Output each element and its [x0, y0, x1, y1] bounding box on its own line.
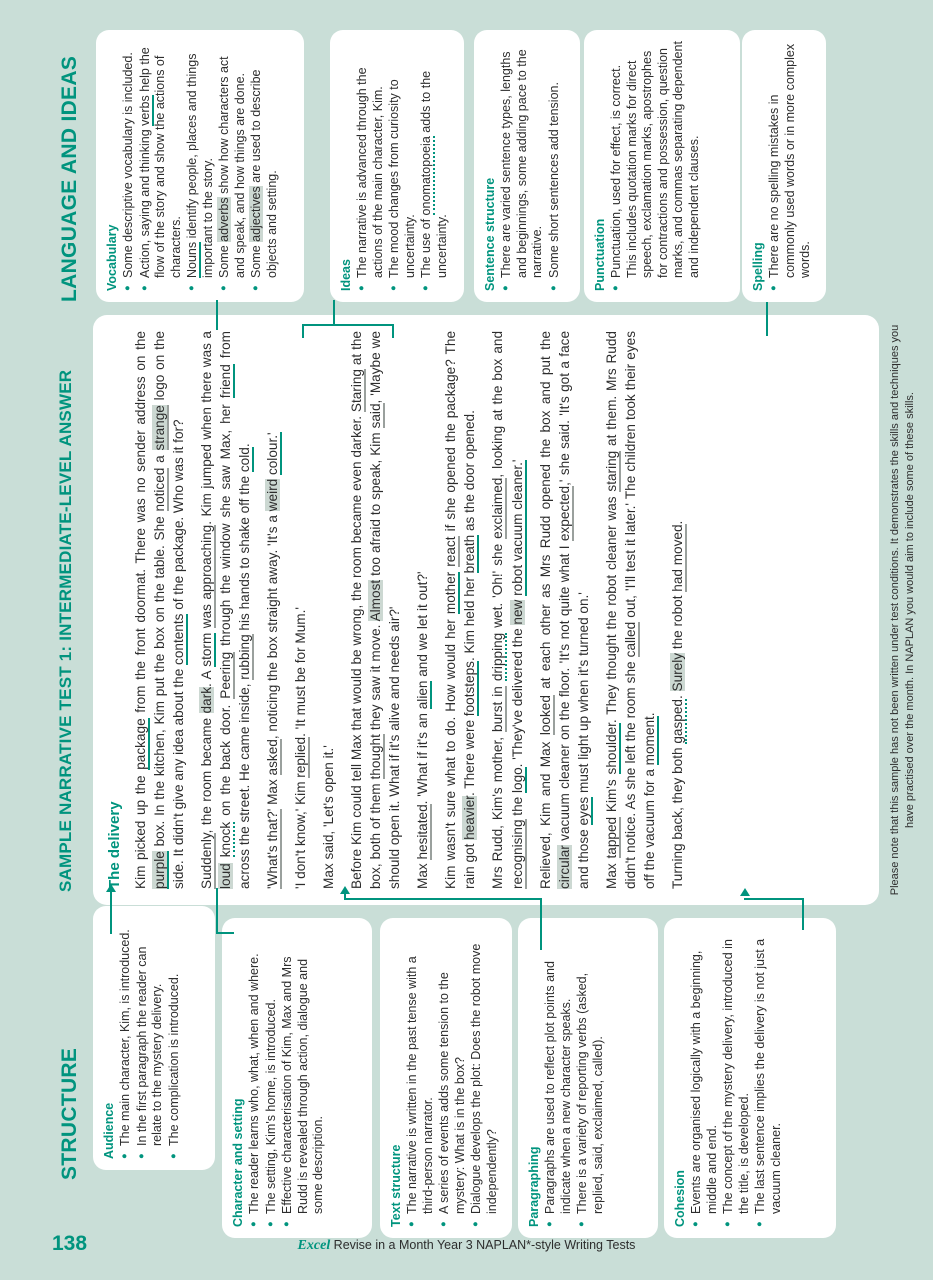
annotation-box-text-structure — [380, 918, 512, 1238]
connector-line — [802, 898, 804, 930]
narrative-paragraph: Relieved, Kim and Max looked at each other as Mrs Rudd opened the box and put the circular vacuum cleaner on the floor. 'It's not quite what I expected,' she said. 'It's got a face and those eyes must light up when it's turned on.' — [537, 330, 591, 889]
structure-header: STRUCTURE — [58, 1047, 81, 1180]
annotation-box-ideas — [330, 30, 464, 302]
box-title: Punctuation — [593, 218, 607, 291]
bullet-item: ● Some adjectives are used to describe objects and setting. — [249, 41, 280, 291]
narrative-paragraph: Max hesitated. 'What if it's an alien and we let it out?' — [415, 571, 431, 889]
connector-line — [344, 898, 542, 900]
box-title: Ideas — [339, 259, 353, 291]
annotation-box-vocabulary — [96, 30, 304, 302]
bullet-list — [121, 41, 280, 291]
connector-arrow-icon — [106, 884, 116, 892]
connector-arrow-icon — [340, 886, 350, 894]
bullet-item: ● The last sentence implies the delivery is not just a vacuum cleaner. — [753, 929, 784, 1227]
bullet-list — [689, 929, 784, 1227]
bullet-item: ● A series of events adds some tension to the mystery: What is in the box? — [437, 929, 468, 1227]
sample-note: Please note that this sample has not been written under test conditions. It demonstrates the skills and techniques you have practised over the month. In NAPLAN you would aim to include some of these skills. — [889, 324, 916, 896]
bullet-item: ● Some descriptive vocabulary is included. — [121, 41, 137, 291]
narrative-paragraph: Max said, 'Let's open it.' — [321, 745, 337, 889]
narrative-paragraph: 'What's that?' Max asked, noticing the box straight away. 'It's a weird colour.' — [265, 432, 281, 889]
connector-line — [744, 898, 804, 900]
box-title: Sentence structure — [483, 177, 497, 291]
bullet-list — [405, 929, 500, 1227]
box-title: Text structure — [389, 1144, 403, 1227]
bullet-item: ● The complication is introduced. — [167, 917, 183, 1159]
narrative-paragraph: Before Kim could tell Max that would be wrong, the room became even darker. Staring at the box, both of them thought they saw it move. Almost too afraid to speak, Kim said, 'Maybe we should open it. What if it's alive and needs air?' — [349, 331, 403, 889]
narrative-paragraph: Kim picked up the package from the front doormat. There was no sender address on the purple box. In the kitchen, Kim put the box on the table. She noticed a strange logo on the side. It didn't give any idea about the contents of the package. Who was it for? — [133, 331, 187, 889]
bullet-list — [355, 41, 450, 291]
page-number: 138 — [52, 1232, 88, 1255]
bullet-item: ● Some short sentences add tension. — [547, 41, 563, 291]
bullet-item: ● Some adverbs show how characters act and speak, and how things are done. — [217, 41, 248, 291]
sample-narrative-header: SAMPLE NARRATIVE TEST 1: INTERMEDIATE-LEVEL ANSWER — [56, 369, 75, 892]
annotation-box-character-and-setting — [222, 918, 372, 1238]
narrative-paragraph: Kim wasn't sure what to do. How would her mother react if she opened the package? The rain got heavier. There were footsteps. Kim held her breath as the door opened. — [443, 330, 478, 889]
story-title: The delivery — [106, 801, 123, 889]
bullet-item: ● Dialogue develops the plot: Does the robot move independently? — [469, 929, 500, 1227]
narrative-paragraph: 'I don't know,' Kim replied. 'It must be for Mum.' — [293, 607, 309, 889]
bullet-list — [247, 929, 327, 1227]
bullet-item: ● The concept of the mystery delivery, introduced in the title, is developed. — [721, 929, 752, 1227]
connector-bracket — [302, 324, 394, 326]
bullet-item: ● The main character, Kim, is introduced. — [118, 917, 134, 1159]
bullet-item: ● The use of onomatopoeia adds to the uncertainty. — [419, 41, 450, 291]
connector-line — [766, 302, 768, 336]
bullet-item: ● Events are organised logically with a beginning, middle and end. — [689, 929, 720, 1227]
box-title: Vocabulary — [105, 224, 119, 291]
annotation-box-audience — [93, 906, 215, 1170]
connector-line — [540, 898, 542, 950]
annotation-box-spelling — [742, 30, 826, 302]
annotation-box-cohesion — [664, 918, 836, 1238]
bullet-item: ● Action, saying and thinking verbs help the flow of the story and show the actions of characters. — [138, 41, 185, 291]
bullet-item: ● Effective characterisation of Kim, Max and Mrs Rudd is revealed through action, dialogue and some description. — [280, 929, 327, 1227]
bullet-list — [499, 41, 562, 291]
footer-text: Revise in a Month Year 3 NAPLAN*-style Writing Tests — [330, 1238, 636, 1252]
bullet-item: ● In the first paragraph the reader can relate to the mystery delivery. — [135, 917, 166, 1159]
box-title: Audience — [102, 1102, 116, 1159]
bullet-list — [543, 929, 606, 1227]
bullet-item: ● The reader learns who, what, when and where. — [247, 929, 263, 1227]
connector-line — [392, 324, 394, 338]
narrative-paragraph: Mrs Rudd, Kim's mother, burst in dripping wet. 'Oh!' she exclaimed, looking at the box and recognising the logo. 'They've delivered the new robot vacuum cleaner.' — [490, 330, 525, 889]
annotation-box-paragraphing — [518, 918, 658, 1238]
language-ideas-header: LANGUAGE AND IDEAS — [58, 55, 81, 302]
excel-brand-logo: Excel — [297, 1238, 331, 1253]
box-title: Cohesion — [673, 1170, 687, 1227]
narrative-paragraph: Max tapped Kim's shoulder. They thought the robot cleaner was staring at them. Mrs Rudd didn't notice. As she left the room she called out, 'I'll test it later.' The children took their eyes off the vacuum for a moment. — [603, 331, 657, 889]
connector-arrow-icon — [740, 888, 750, 896]
connector-line — [216, 888, 218, 934]
bullet-item: ● The mood changes from curiosity to uncertainty. — [387, 41, 418, 291]
bullet-item: ● Nouns identify people, places and things important to the story. — [185, 41, 216, 291]
connector-line — [110, 890, 112, 934]
bullet-item: ● Punctuation, used for effect, is correct. This includes quotation marks for direct speech, exclamation marks, apostrophes for contractions and possession, question marks, and commas separating dependent and independent clauses. — [609, 41, 702, 291]
connector-line — [333, 300, 335, 326]
narrative-paragraph: Turning back, they both gasped. Surely the robot had moved. — [669, 520, 685, 889]
box-title: Paragraphing — [527, 1146, 541, 1227]
bullet-list — [767, 41, 814, 291]
annotation-box-punctuation — [584, 30, 740, 302]
story-text — [131, 331, 687, 889]
connector-line — [216, 932, 234, 934]
connector-line — [216, 300, 218, 330]
bullet-list — [609, 41, 702, 291]
bullet-item: ● There is a variety of reporting verbs (asked, replied, said, exclaimed, called). — [575, 929, 606, 1227]
annotation-box-sentence-structure — [474, 30, 580, 302]
footer — [0, 1238, 933, 1254]
box-title: Spelling — [751, 242, 765, 291]
bullet-item: ● The narrative is advanced through the actions of the main character, Kim. — [355, 41, 386, 291]
bullet-item: ● There are no spelling mistakes in commonly used words or in more complex words. — [767, 41, 814, 291]
narrative-paragraph: Suddenly, the room became dark. A storm was approaching. Kim jumped when there was a loud knock on the back door. Peering through the window she saw Max, her friend from across the street. He came inside, rubbing his hands to shake off the cold. — [199, 331, 253, 889]
bullet-item: ● The narrative is written in the past tense with a third-person narrator. — [405, 929, 436, 1227]
bullet-item: ● The setting, Kim's home, is introduced. — [264, 929, 280, 1227]
bullet-list — [118, 917, 182, 1159]
box-title: Character and setting — [231, 1098, 245, 1227]
connector-line — [302, 324, 304, 338]
bullet-item: ● There are varied sentence types, lengths and beginnings, some adding pace to the narrative. — [499, 41, 546, 291]
narrative-answer-box — [93, 315, 879, 905]
bullet-item: ● Paragraphs are used to reflect plot points and indicate when a new character speaks. — [543, 929, 574, 1227]
